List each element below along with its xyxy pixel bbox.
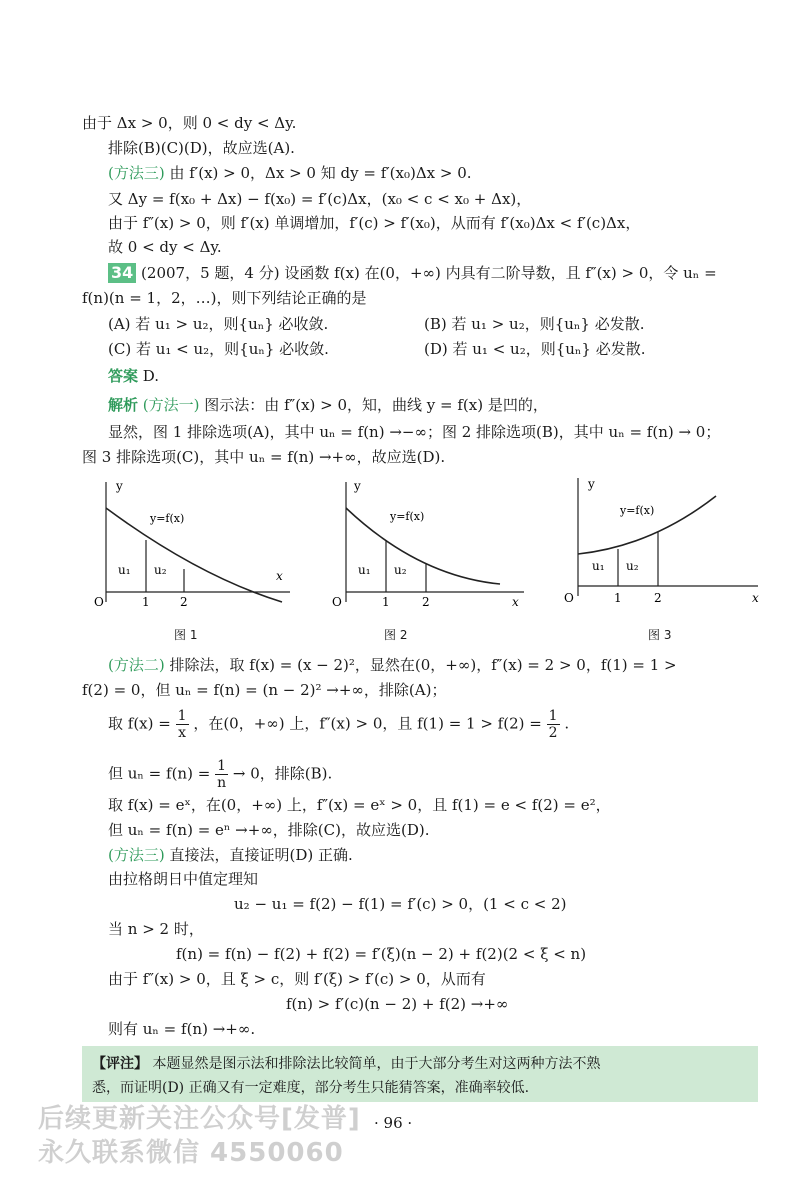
tick-label: 1 (614, 591, 622, 605)
option-d: (D) 若 u₁ < u₂，则{uₙ} 必发散. (424, 340, 646, 358)
figure-2 (318, 476, 536, 618)
figure-caption: 图 3 (648, 628, 672, 642)
figure-caption: 图 2 (384, 628, 408, 642)
u2-label: u₂ (626, 559, 639, 573)
method-text: 图示法：由 f″(x) > 0，知，曲线 y = f(x) 是凹的， (204, 396, 548, 414)
figure-1 (78, 476, 296, 618)
method-text: 由 f′(x) > 0，Δx > 0 知 dy = f′(x₀)Δx > 0. (169, 164, 472, 182)
text-line: 但 uₙ = f(n) = eⁿ →+∞，排除(C)，故应选(D). (108, 821, 430, 839)
u2-label: u₂ (394, 563, 407, 577)
text-line: 取 f(x) = eˣ，在(0，+∞) 上，f″(x) = eˣ > 0，且 f(1) = e < f(2) = e²， (108, 796, 611, 814)
text-line (108, 163, 472, 183)
problem-stem (108, 263, 717, 283)
method-tag: (方法三) (108, 846, 165, 864)
text-line (108, 758, 332, 791)
equation: f(n) > f′(c)(n − 2) + f(2) →+∞ (286, 995, 509, 1013)
x-axis-label: x (512, 595, 519, 609)
comment-line: 悉，而证明(D) 正确又有一定难度，部分考生只能猜答案，准确率较低. (92, 1080, 530, 1096)
x-axis-label: x (752, 591, 759, 605)
watermark-line: 后续更新关注公众号[发普] (38, 1104, 361, 1134)
page-number: · 96 · (374, 1114, 413, 1132)
method-tag: (方法二) (108, 656, 165, 674)
solution-label: 解析 (108, 396, 139, 414)
answer-label: 答案 (108, 367, 139, 385)
text-line: 由拉格朗日中值定理知 (108, 870, 259, 888)
text-line: f(2) = 0，但 uₙ = f(n) = (n − 2)² →+∞，排除(A)； (82, 681, 447, 699)
equation: u₂ − u₁ = f(2) − f(1) = f′(c) > 0，(1 < c < 2) (234, 895, 567, 913)
y-axis-label: y (354, 479, 361, 493)
y-axis-label: y (588, 477, 595, 491)
fraction: $\frac{1}{x}$ (177, 708, 187, 741)
comment-tag: 【评注】 (92, 1056, 148, 1072)
problem-stem-text: (2007，5 题，4 分) 设函数 f(x) 在(0，+∞) 内具有二阶导数，且 f″(x) > 0，令 uₙ = (141, 264, 717, 282)
comment-line (92, 1052, 748, 1076)
u1-label: u₁ (358, 563, 371, 577)
origin-label: O (564, 591, 574, 605)
text-line: 由于 f″(x) > 0，且 ξ > c，则 f′(ξ) > f′(c) > 0，从而有 (108, 970, 486, 988)
option-b: (B) 若 u₁ > u₂，则{uₙ} 必发散. (424, 315, 645, 333)
math-text: 取 f(x) = (108, 714, 171, 733)
math-text: 但 uₙ = f(n) = (108, 764, 211, 783)
option-a: (A) 若 u₁ > u₂，则{uₙ} 必收敛. (108, 315, 329, 333)
solution-line (108, 395, 548, 415)
u2-label: u₂ (154, 563, 167, 577)
comment-text: 本题显然是图示法和排除法比较简单，由于大部分考生对这两种方法不熟 (152, 1056, 601, 1072)
text-line: 则有 uₙ = f(n) →+∞. (108, 1020, 256, 1038)
curve-label: y=f(x) (150, 512, 185, 525)
x-axis-label: x (276, 569, 283, 583)
text-line: 由于 f″(x) > 0，则 f′(x) 单调增加，f′(c) > f′(x₀)，从而有 f′(x₀)Δx < f′(c)Δx， (108, 214, 641, 232)
text-line: 图 3 排除选项(C)，其中 uₙ = f(n) →+∞，故应选(D). (82, 448, 446, 466)
y-axis-label: y (116, 479, 123, 493)
text-line (108, 655, 677, 675)
text-line: 当 n > 2 时， (108, 920, 204, 938)
figure-caption: 图 1 (174, 628, 198, 642)
problem-stem-cont: f(n)(n = 1，2，…)，则下列结论正确的是 (82, 289, 367, 307)
option-c: (C) 若 u₁ < u₂，则{uₙ} 必收敛. (108, 340, 329, 358)
tick-label: 1 (142, 595, 150, 609)
tick-label: 1 (382, 595, 390, 609)
u1-label: u₁ (118, 563, 131, 577)
text-line (108, 845, 353, 865)
math-text: ，在(0，+∞) 上，f″(x) > 0，且 f(1) = 1 > f(2) = (193, 714, 542, 733)
math-text: . (564, 714, 570, 733)
watermark-line: 永久联系微信 4550060 (38, 1138, 344, 1168)
answer-value: D. (142, 367, 160, 385)
equation: f(n) = f(n) − f(2) + f(2) = f′(ξ)(n − 2) + f(2)(2 < ξ < n) (176, 945, 587, 963)
figure-3 (552, 474, 772, 618)
comment-box (82, 1046, 758, 1102)
answer-line (108, 366, 159, 386)
text-line: 故 0 < dy < Δy. (108, 238, 222, 256)
text-line: 又 Δy = f(x₀ + Δx) − f(x₀) = f′(c)Δx，(x₀ < c < x₀ + Δx)， (108, 190, 532, 208)
u1-label: u₁ (592, 559, 605, 573)
tick-label: 2 (422, 595, 430, 609)
text-line: 由于 Δx > 0，则 0 < dy < Δy. (82, 114, 297, 132)
fraction: $\frac{1}{2}$ (548, 708, 558, 741)
method-tag: (方法一) (142, 396, 200, 414)
problem-number-badge: 34 (108, 263, 136, 283)
method-text: 排除法，取 f(x) = (x − 2)²，显然在(0，+∞)，f″(x) = 2 > 0，f(1) = 1 > (169, 656, 677, 674)
math-text: → 0，排除(B). (232, 764, 333, 783)
text-line: 排除(B)(C)(D)，故应选(A). (108, 139, 295, 157)
method-text: 直接法，直接证明(D) 正确. (169, 846, 353, 864)
text-line: 显然，图 1 排除选项(A)，其中 uₙ = f(n) →−∞；图 2 排除选项(B)，其中 uₙ = f(n) → 0； (108, 423, 721, 441)
curve (106, 508, 282, 602)
origin-label: O (94, 595, 104, 609)
method-tag: (方法三) (108, 164, 165, 182)
curve-label: y=f(x) (620, 504, 655, 517)
tick-label: 2 (654, 591, 662, 605)
curve-label: y=f(x) (390, 510, 425, 523)
text-line (108, 708, 569, 741)
fraction: $\frac{1}{n}$ (217, 758, 227, 791)
origin-label: O (332, 595, 342, 609)
tick-label: 2 (180, 595, 188, 609)
